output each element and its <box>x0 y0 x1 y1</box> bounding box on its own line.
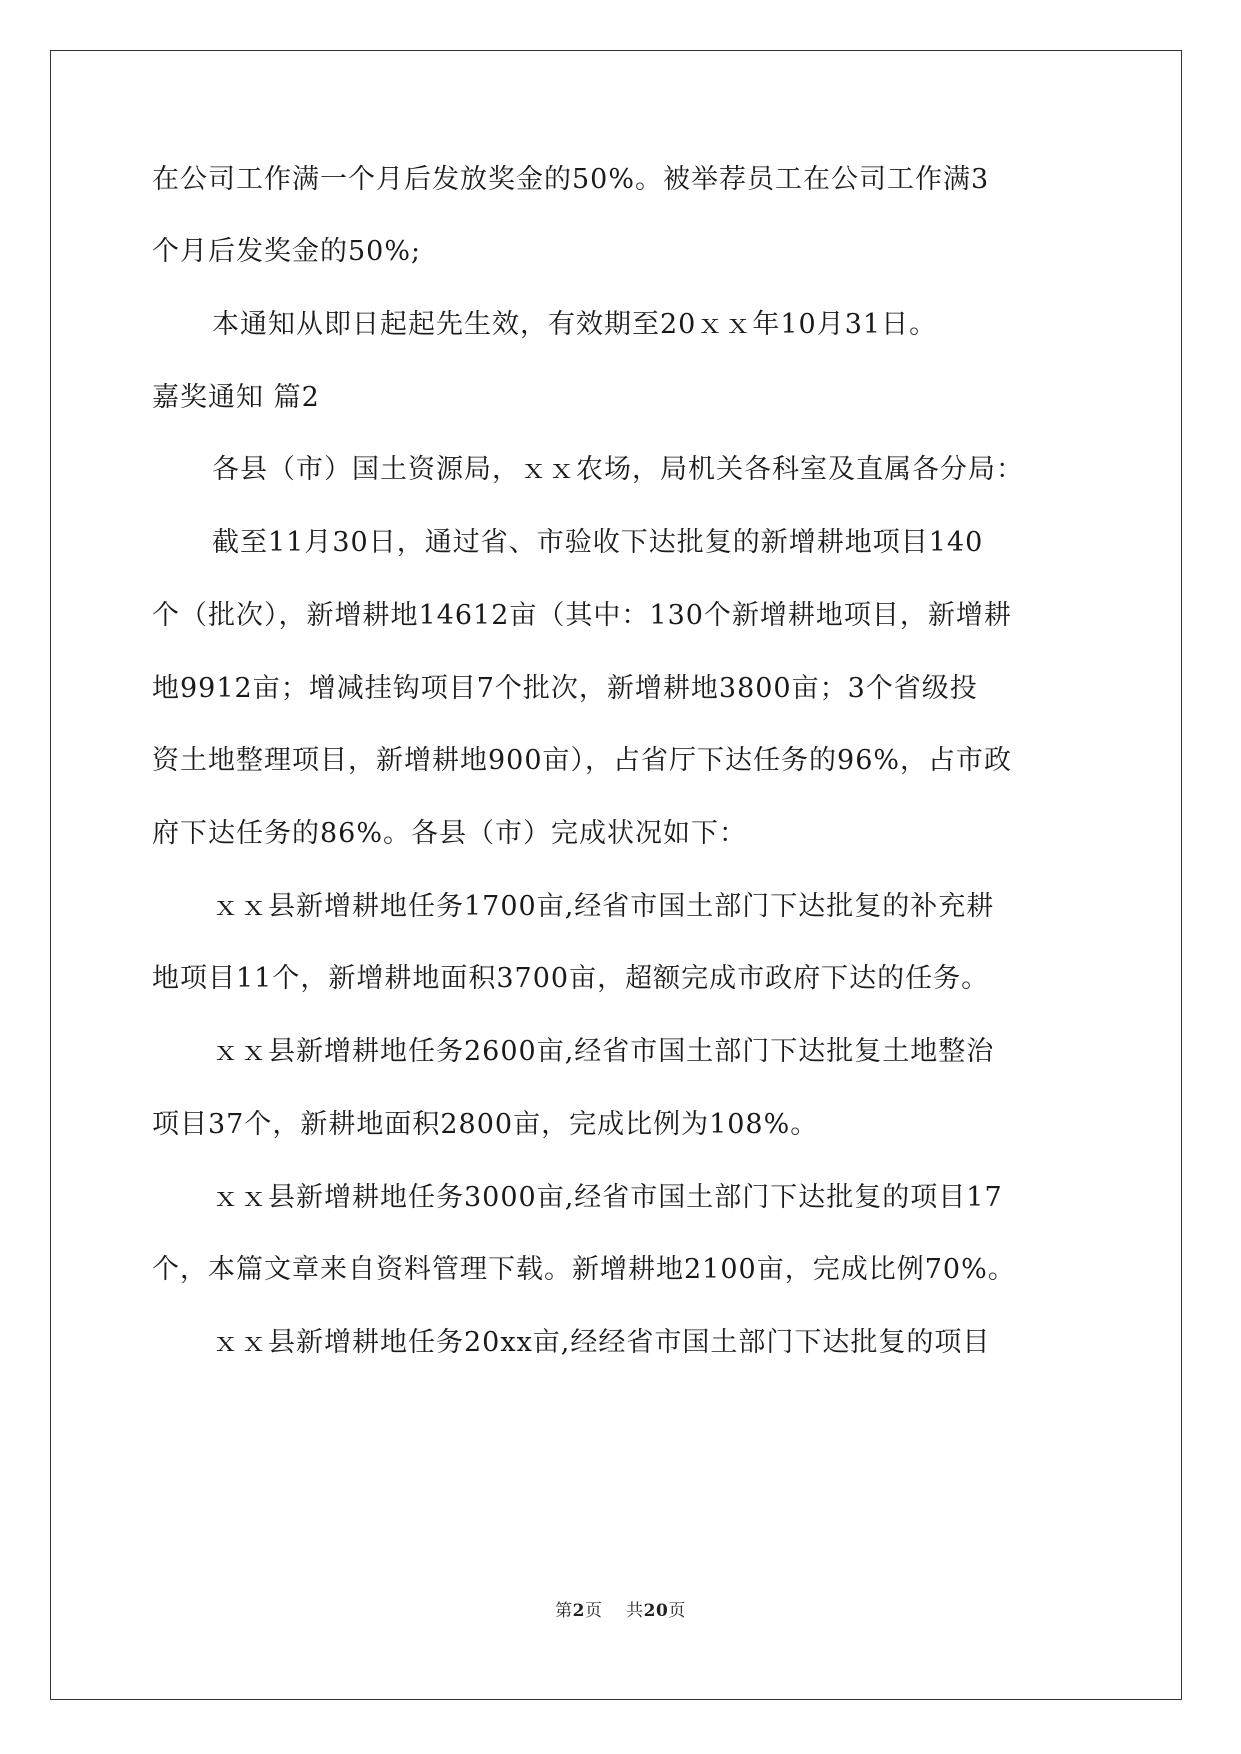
text-line: 在公司工作满一个月后发放奖金的50%。被举荐员工在公司工作满3 <box>152 164 990 195</box>
text-line: ｘｘ县新增耕地任务1700亩,经省市国土部门下达批复的补充耕 <box>212 891 995 922</box>
text-line: 个（批次），新增耕地14612亩（其中：130个新增耕地项目，新增耕 <box>152 600 1012 631</box>
text-line: ｘｘ县新增耕地任务2600亩,经省市国土部门下达批复土地整治 <box>212 1036 995 1067</box>
text-line: 项目37个，新耕地面积2800亩，完成比例为108%。 <box>152 1109 819 1140</box>
total-unit: 页 <box>668 1601 686 1621</box>
text-line: 资土地整理项目，新增耕地900亩），占省厅下达任务的96%，占市政 <box>152 745 1013 776</box>
total-prefix: 共 <box>626 1601 644 1621</box>
text-line: 府下达任务的86%。各县（市）完成状况如下： <box>152 818 748 849</box>
text-line: 各县（市）国土资源局，ｘｘ农场，局机关各科室及直属各分局： <box>212 454 1024 485</box>
text-line: 本通知从即日起起先生效，有效期至20ｘｘ年10月31日。 <box>212 309 938 340</box>
page-total: 20 <box>643 1601 669 1621</box>
page-prefix: 第 <box>555 1601 573 1621</box>
text-line: 个，本篇文章来自资料管理下载。新增耕地2100亩，完成比例70%。 <box>152 1254 1016 1285</box>
text-line: 截至11月30日，通过省、市验收下达批复的新增耕地项目140 <box>212 527 984 558</box>
text-line: ｘｘ县新增耕地任务20xx亩,经经省市国土部门下达批复的项目 <box>212 1327 991 1358</box>
text-line: 地9912亩；增减挂钩项目7个批次，新增耕地3800亩；3个省级投 <box>152 673 978 704</box>
text-line: 个月后发奖金的50%; <box>152 236 422 267</box>
page-footer <box>0 1596 1241 1621</box>
section-heading: 嘉奖通知 篇2 <box>152 382 320 413</box>
page-border <box>50 50 1182 1700</box>
text-line: ｘｘ县新增耕地任务3000亩,经省市国土部门下达批复的项目17 <box>212 1182 1003 1213</box>
page-unit: 页 <box>585 1601 603 1621</box>
page-current: 2 <box>572 1601 586 1621</box>
text-line: 地项目11个，新增耕地面积3700亩，超额完成市政府下达的任务。 <box>152 963 990 994</box>
